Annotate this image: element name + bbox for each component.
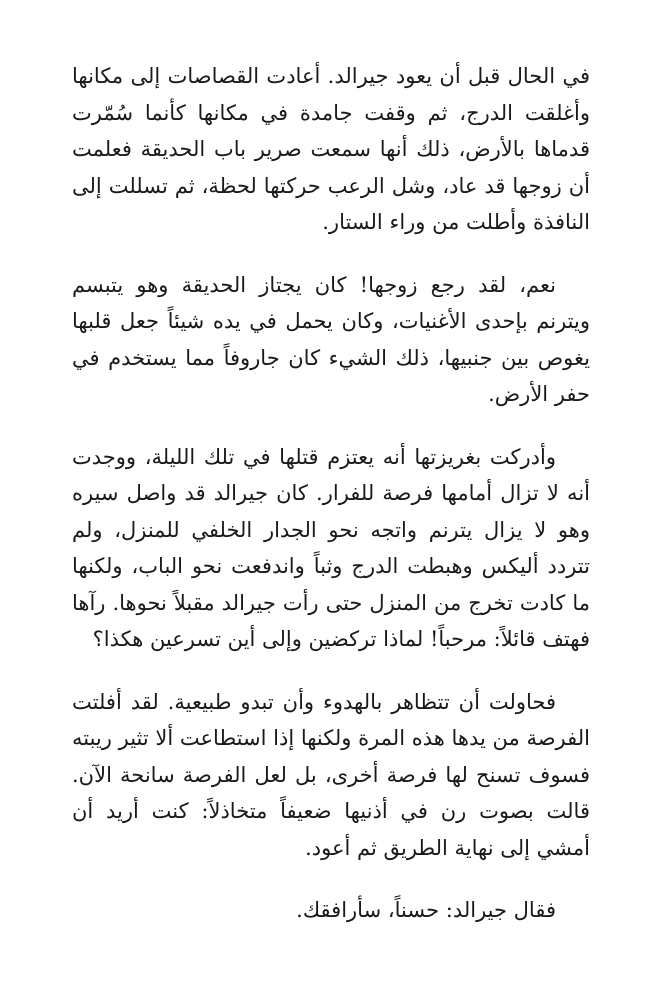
book-page xyxy=(72,58,590,929)
paragraph-2: نعم، لقد رجع زوجها! كان يجتاز الحديقة وهو يتبسم ويترنم بإحدى الأغنيات، وكان يحمل في يده شيئاً جعل قلبها يغوص بين جنبيها، ذلك الشيء كان جاروفاً مما يستخدم في حفر الأرض. xyxy=(72,272,590,406)
paragraph-3: وأدركت بغريزتها أنه يعتزم قتلها في تلك الليلة، ووجدت أنه لا تزال أمامها فرصة للفرار. كان جيرالد قد واصل سيره وهو لا يزال يترنم واتجه نحو الجدار الخلفي للمنزل، ولم تتردد أليكس وهبطت الدرج وثباً واندفعت نحو الباب، ولكنها ما كادت تخرج من المنزل حتى رأت جيرالد مقبلاً نحوها. رآها فهتف قائلاً: مرحباً! لماذا تركضين وإلى أين تسرعين هكذا؟ xyxy=(72,444,590,651)
paragraph-1: في الحال قبل أن يعود جيرالد. أعادت القصاصات إلى مكانها وأغلقت الدرج، ثم وقفت جامدة في مكانها كأنما سُمّرت قدماها بالأرض، ذلك أنها سمعت صرير باب الحديقة فعلمت أن زوجها قد عاد، وشل الرعب حركتها لحظة، ثم تسللت إلى النافذة وأطلت من وراء الستار. xyxy=(72,64,590,234)
paragraph-5: فقال جيرالد: حسناً، سأرافقك. xyxy=(296,898,556,922)
paragraph-4: فحاولت أن تتظاهر بالهدوء وأن تبدو طبيعية. لقد أفلتت الفرصة من يدها هذه المرة ولكنها إذا استطاعت ألا تثير ريبته فسوف تسنح لها فرصة أخرى، بل لعل الفرصة سانحة الآن. قالت بصوت رن في أذنيها ضعيفاً متخاذلاً: كنت أريد أن أمشي إلى نهاية الطريق ثم أعود. xyxy=(72,689,590,860)
